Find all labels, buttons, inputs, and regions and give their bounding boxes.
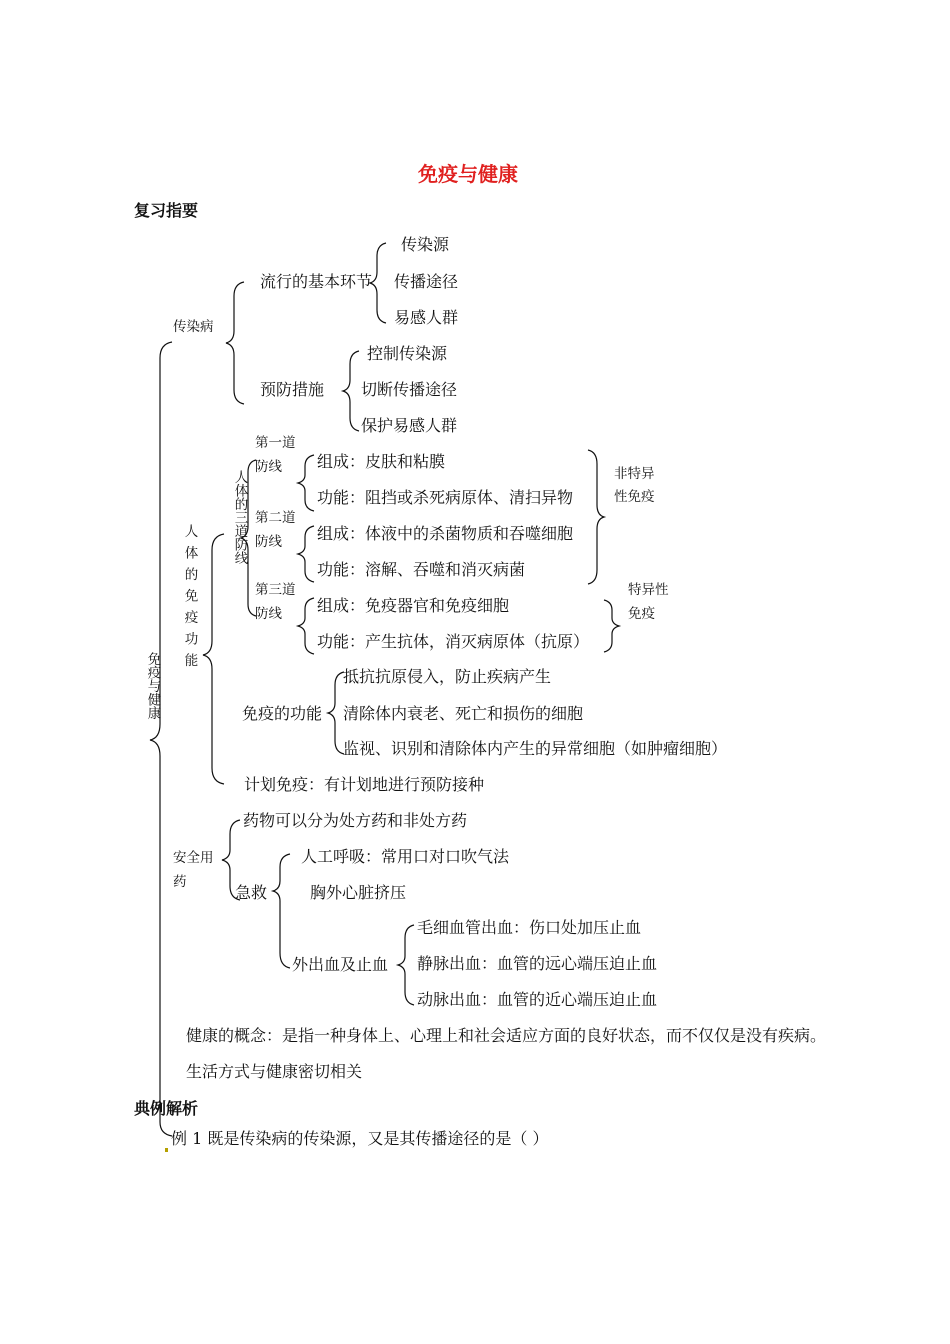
bleeding-item: 毛细血管出血：伤口处加压止血: [417, 918, 642, 937]
planned-immunization: 计划免疫：有计划地进行预防接种: [244, 775, 485, 794]
line2-label: 防线: [255, 534, 282, 550]
safe-medication-label: 安全用: [173, 850, 214, 866]
bleeding-label: 外出血及止血: [292, 955, 389, 974]
section-heading-examples: 典例解析: [134, 1099, 199, 1118]
immune-function-label: 人体的免疫功能: [181, 524, 198, 675]
line3-composition: 组成：免疫器官和免疫细胞: [317, 596, 510, 615]
anchor-marker: [165, 1148, 168, 1152]
bleeding-item: 动脉出血：血管的近心端压迫止血: [417, 990, 658, 1009]
basic-link-item: 传播途径: [394, 272, 459, 291]
prevention-item: 保护易感人群: [361, 416, 458, 435]
page-title: 免疫与健康: [418, 162, 518, 186]
prevention-item: 控制传染源: [367, 344, 448, 363]
lifestyle-statement: 生活方式与健康密切相关: [186, 1062, 363, 1081]
line1-composition: 组成：皮肤和粘膜: [317, 452, 446, 471]
basic-link-item: 易感人群: [394, 308, 459, 327]
bleeding-item: 静脉出血：血管的远心端压迫止血: [417, 954, 658, 973]
immune-function-item: 抵抗抗原侵入，防止疾病产生: [343, 667, 552, 686]
health-concept: 健康的概念：是指一种身体上、心理上和社会适应方面的良好状态，而不仅仅是没有疾病。: [186, 1026, 827, 1045]
prevention-item: 切断传播途径: [361, 380, 458, 399]
nonspecific-immunity-label: 性免疫: [614, 489, 655, 505]
prevention-label: 预防措施: [260, 380, 325, 399]
line2-label: 第二道: [255, 510, 296, 526]
specific-immunity-label: 特异性: [628, 582, 669, 598]
safe-medication-label: 药: [173, 874, 187, 890]
basic-links-label: 流行的基本环节: [260, 272, 373, 291]
first-aid-chest-compression: 胸外心脏挤压: [310, 883, 407, 902]
basic-link-item: 传染源: [401, 235, 450, 254]
immune-function-item: 清除体内衰老、死亡和损伤的细胞: [343, 704, 584, 723]
specific-immunity-label: 免疫: [628, 606, 655, 622]
first-aid-cpr: 人工呼吸：常用口对口吹气法: [301, 847, 510, 866]
line3-label: 防线: [255, 606, 282, 622]
line2-function: 功能：溶解、吞噬和消灭病菌: [317, 560, 526, 579]
three-lines-label: 人体的三道防线: [231, 470, 248, 565]
line1-label: 防线: [255, 459, 282, 475]
line1-function: 功能：阻挡或杀死病原体、清扫异物: [317, 488, 574, 507]
first-aid-label: 急救: [235, 883, 268, 902]
example-1-question: 例 1 既是传染病的传染源，又是其传播途径的是（ ）: [171, 1129, 549, 1148]
line3-function: 功能：产生抗体，消灭病原体（抗原）: [317, 632, 590, 651]
immune-function-item: 监视、识别和清除体内产生的异常细胞（如肿瘤细胞）: [343, 739, 728, 758]
drug-classification: 药物可以分为处方药和非处方药: [243, 811, 468, 830]
line2-composition: 组成：体液中的杀菌物质和吞噬细胞: [317, 524, 574, 543]
line3-label: 第三道: [255, 582, 296, 598]
infectious-disease-label: 传染病: [173, 319, 214, 335]
line1-label: 第一道: [255, 435, 296, 451]
section-heading-review: 复习指要: [134, 201, 199, 220]
nonspecific-immunity-label: 非特异: [614, 466, 655, 482]
root-node-label: 免疫与健康: [144, 652, 161, 720]
immune-functions-label: 免疫的功能: [242, 704, 323, 723]
